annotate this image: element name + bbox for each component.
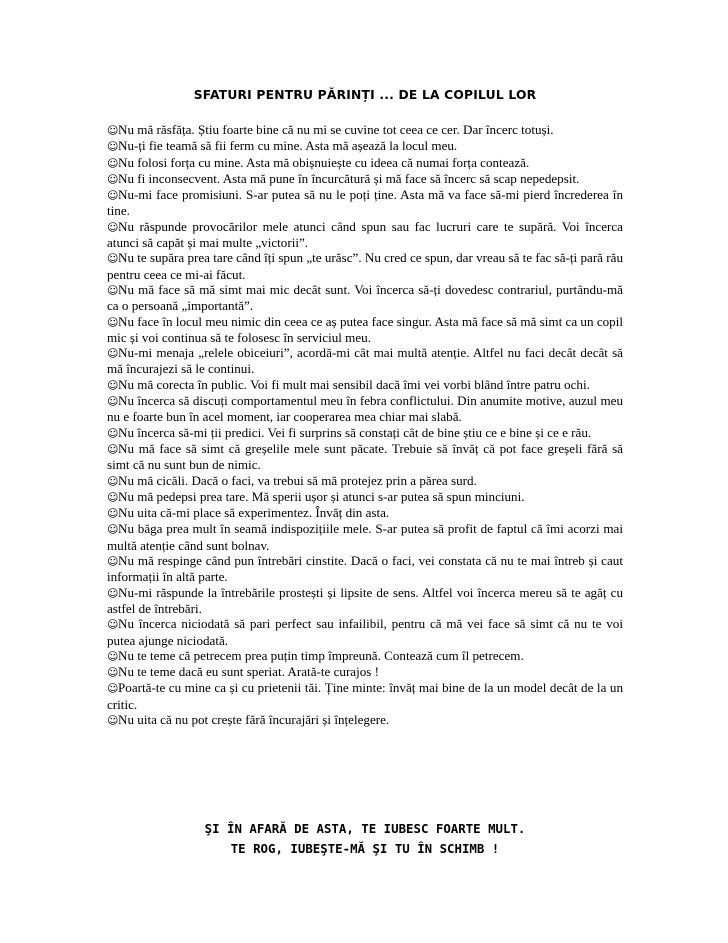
advice-item <box>107 155 623 171</box>
advice-item <box>107 521 623 553</box>
advice-item <box>107 473 623 489</box>
smiley-icon: ☺ <box>107 378 119 392</box>
smiley-icon: ☺ <box>107 649 119 663</box>
advice-item <box>107 393 623 425</box>
advice-item <box>107 712 623 728</box>
advice-text: Nu uita că-mi place să experimentez. Învăț din asta. <box>118 505 390 521</box>
smiley-icon: ☺ <box>107 395 119 409</box>
advice-item <box>107 314 623 346</box>
smiley-icon: ☺ <box>107 347 119 361</box>
advice-item <box>107 122 623 138</box>
advice-text: Nu-ți fie teamă să fii ferm cu mine. Asta mă așează la locul meu. <box>118 138 458 154</box>
smiley-icon: ☺ <box>107 252 119 266</box>
closing-line-1: ŞI ÎN AFARĂ DE ASTA, TE IUBESC FOARTE MULT. <box>204 821 526 836</box>
smiley-icon: ☺ <box>107 555 119 569</box>
advice-list <box>107 122 623 728</box>
advice-item <box>107 648 623 664</box>
smiley-icon: ☺ <box>107 315 119 329</box>
advice-item <box>107 664 623 680</box>
advice-item <box>107 138 623 154</box>
advice-item <box>107 489 623 505</box>
advice-text: Nu băga prea mult în seamă indispozițiile mele. S-ar putea să profit de faptul că îmi acorzi mai multă atenție când sunt bolnav. <box>107 521 623 553</box>
advice-item <box>107 585 623 617</box>
advice-text: Nu te supăra prea tare când îți spun „te urăsc”. Nu cred ce spun, dar vreau să te fac să-ți pară rău pentru ceea ce mi-ai făcut. <box>107 250 623 282</box>
advice-text: Nu fi inconsecvent. Asta mă pune în încurcătură și mă face să încerc să scap nepedepsit. <box>118 170 580 186</box>
smiley-icon: ☺ <box>107 666 119 680</box>
advice-text: Nu răspunde provocărilor mele atunci când spun sau fac lucruri care te supără. Voi încerca atunci să capăt și mai multe „victorii”. <box>107 218 623 251</box>
advice-text: Nu-mi face promisiuni. S-ar putea să nu le poți ține. Asta mă va face să-mi pierd încrederea în tine. <box>107 187 623 219</box>
advice-item <box>107 250 623 282</box>
advice-text: Nu te teme că petrecem prea puțin timp împreună. Contează cum îl petrecem. <box>118 647 524 663</box>
advice-text: Nu încerca să-mi ții predici. Vei fi surprins să constați cât de bine știu ce e bine și ce e rău. <box>118 424 592 440</box>
advice-item <box>107 282 623 314</box>
advice-item <box>107 616 623 648</box>
advice-item <box>107 553 623 585</box>
advice-item <box>107 187 623 219</box>
advice-text: Nu încerca niciodată să pari perfect sau infailibil, pentru că mă vei face să simt că nu te voi putea ajunge niciodată. <box>107 616 623 648</box>
advice-item <box>107 219 623 251</box>
advice-text: Nu mă cicăli. Dacă o faci, va trebui să mă protejez prin a părea surd. <box>118 472 477 488</box>
smiley-icon: ☺ <box>107 490 119 504</box>
advice-text: Nu uita că nu pot crește fără încurajări și înțelegere. <box>118 711 390 727</box>
advice-text: Nu încerca să discuți comportamentul meu în febra conflictului. Din anumite motive, auzul meu nu e foarte bun în acel moment, iar cooperarea mea chiar mai slabă. <box>107 393 623 425</box>
advice-item <box>107 377 623 393</box>
advice-text: Nu mă face să simt că greșelile mele sunt păcate. Trebuie să învăț că pot face greșeli fără să simt că nu sunt bun de nimic. <box>107 440 623 473</box>
advice-text: Nu mă răsfăța. Știu foarte bine că nu mi se cuvine tot ceea ce cer. Dar încerc totuși. <box>118 122 554 137</box>
smiley-icon: ☺ <box>107 124 119 137</box>
advice-text: Nu mă pedepsi prea tare. Mă sperii ușor și atunci s-ar putea să spun minciuni. <box>118 488 525 504</box>
advice-item <box>107 345 623 377</box>
advice-text: Nu-mi răspunde la întrebările prostești și lipsite de sens. Altfel voi încerca mereu să te agăț cu astfel de întrebări. <box>107 584 623 616</box>
smiley-icon: ☺ <box>107 156 119 170</box>
advice-item <box>107 425 623 441</box>
advice-text: Nu-mi menaja „relele obiceiuri”, acordă-mi cât mai multă atenție. Altfel nu faci decât decât să mă încurajezi să le continui. <box>107 345 623 377</box>
advice-text: Nu te teme dacă eu sunt speriat. Arată-te curajos ! <box>118 664 380 680</box>
page-title: SFATURI PENTRU PĂRINȚI ... DE LA COPILUL LOR <box>193 88 537 102</box>
smiley-icon: ☺ <box>107 474 119 488</box>
closing-line-2: TE ROG, IUBEŞTE-MĂ ŞI TU ÎN SCHIMB ! <box>230 841 500 856</box>
advice-text: Nu mă respinge când pun întrebări cinstite. Dacă o faci, vei constata că nu te mai întreb și caut informații în altă parte. <box>107 553 623 585</box>
smiley-icon: ☺ <box>107 283 119 297</box>
smiley-icon: ☺ <box>107 189 119 203</box>
advice-item <box>107 505 623 521</box>
closing-message <box>105 819 625 859</box>
advice-text: Nu folosi forța cu mine. Asta mă obișnuiește cu ideea că numai forța contează. <box>118 154 530 170</box>
advice-text: Nu face în locul meu nimic din ceea ce aș putea face singur. Asta mă face să mă simt ca un copil mic și voi continua să te folosesc în serviciul meu. <box>107 313 623 345</box>
smiley-icon: ☺ <box>107 442 119 456</box>
smiley-icon: ☺ <box>107 713 119 727</box>
smiley-icon: ☺ <box>107 172 119 186</box>
advice-text: Nu mă corecta în public. Voi fi mult mai sensibil dacă îmi vei vorbi blând între patru ochi. <box>118 376 590 392</box>
smiley-icon: ☺ <box>107 140 119 154</box>
smiley-icon: ☺ <box>107 586 119 600</box>
advice-item <box>107 171 623 187</box>
advice-text: Poartă-te cu mine ca și cu prietenii tăi. Ține minte: învăț mai bine de la un model decât de la un critic. <box>107 680 623 712</box>
advice-item <box>107 680 623 712</box>
smiley-icon: ☺ <box>107 682 119 696</box>
smiley-icon: ☺ <box>107 426 119 440</box>
advice-text: Nu mă face să mă simt mai mic decât sunt. Voi încerca să-ți dovedesc contrariul, purtându-mă ca o persoană „importantă”. <box>107 281 623 314</box>
smiley-icon: ☺ <box>107 220 119 234</box>
smiley-icon: ☺ <box>107 523 119 537</box>
smiley-icon: ☺ <box>107 507 119 521</box>
advice-item <box>107 441 623 473</box>
smiley-icon: ☺ <box>107 618 119 632</box>
